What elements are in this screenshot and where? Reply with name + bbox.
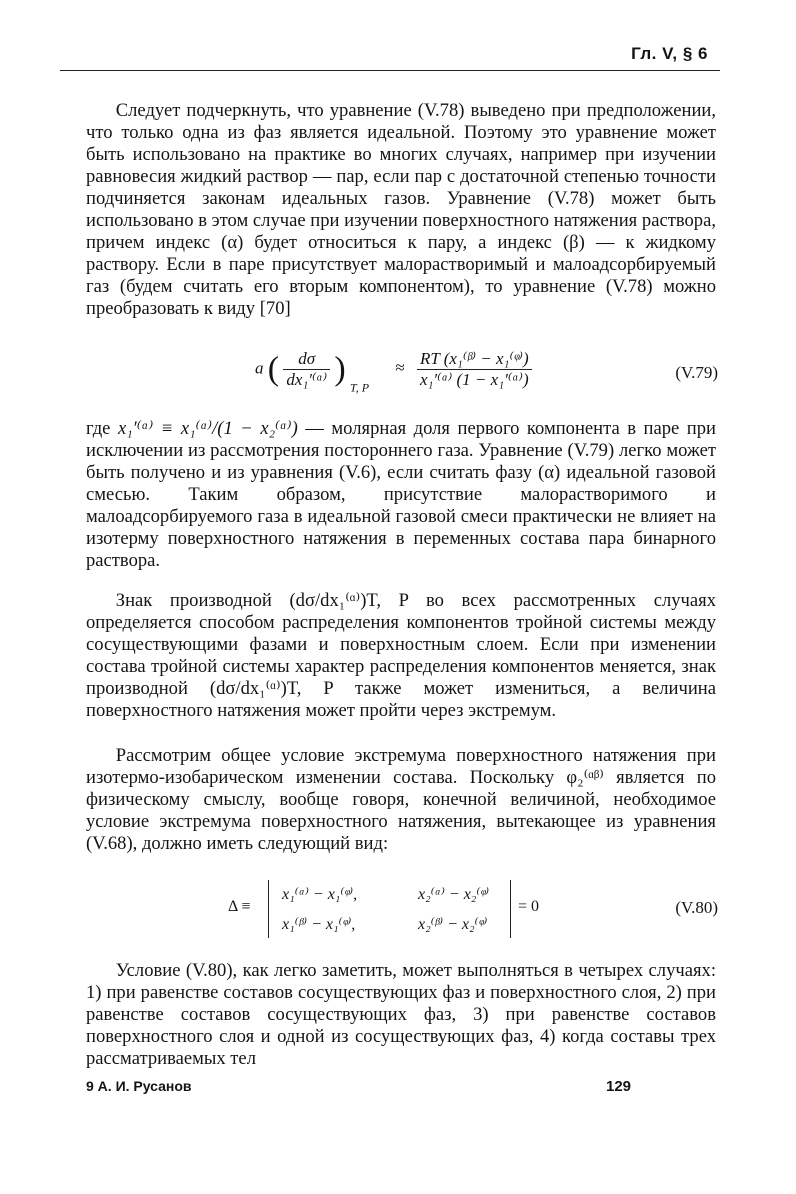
eq80-cell-21: x₁⁽ᵝ⁾ − x₁⁽ᵠ⁾, [282,916,356,933]
paragraph-1 [86,100,716,320]
paragraph-1-text: Следует подчеркнуть, что уравнение (V.78) выведено при предположении, что только одна из фаз является идеальной. Поэтому это уравнение может быть использовано на практике во многих случаях, например при изучении равновесия жидкий раствор — пар, если пар с достаточной степенью точности подчиняется законам идеальных газов. Уравнение (V.78) может быть использовано в этом случае при изучении поверхностного натяжения раствора, причем индекс (α) будет относиться к пару, а индекс (β) — к жидкому раствору. Если в паре присутствует малорастворимый и малоадсорбируемый газ (будем считать его вторым компонентом), то уравнение (V.78) можно преобразовать к виду [70] [86,100,716,319]
header-rule [60,70,720,71]
paragraph-3-text: Знак производной (dσ/dx₁⁽ᵅ⁾)T, P во всех рассмотренных случаях определяется способом распределения компонентов тройной системы между сосуществующими фазами и поверхностным слоем. Если при изменении состава тройной системы характер распределения компонентов меняется, знак производной (dσ/dx₁⁽ᵅ⁾)T, P также может измениться, а величина поверхностного натяжения может пройти через экстремум. [86,590,716,721]
eq79-approx: ≈ [395,358,405,378]
eq79-right-paren: ) [334,350,346,388]
paragraph-4 [86,745,716,855]
eq80-cell-22: x₂⁽ᵝ⁾ − x₂⁽ᵠ⁾ [418,916,488,933]
equation-v79-body [255,349,532,395]
eq79-rhs-denominator: x₁′⁽ᵅ⁾ (1 − x₁′⁽ᵅ⁾) [419,370,529,389]
p2-definition: x₁′⁽ᵅ⁾ ≡ x₁⁽ᵅ⁾/(1 − x₂⁽ᵅ⁾) [117,418,298,439]
eq79-lhs-numerator: dσ [283,349,330,370]
paragraph-2 [86,418,716,572]
eq80-rhs: = 0 [518,898,540,915]
eq79-rhs-fraction [417,349,532,390]
paragraph-2-text [86,418,716,572]
p2-rest: — молярная доля первого компонента в паре при исключении из рассмотрения постороннего газа. Уравнение (V.79) легко может быть получено и из уравнения (V.6), если считать фазу (α) идеальной газовой смесью. Таким образом, присутствие малорастворимого и малоадсорбируемого газа в идеальной газовой смеси практически не влияет на изотерму поверхностного натяжения в переменных состава пара бинарного раствора. [86,418,717,571]
running-head: Гл. V, § 6 [631,44,708,63]
paragraph-3 [86,590,716,722]
eq79-number: (V.79) [675,363,718,382]
eq80-lhs: Δ ≡ [228,898,251,915]
eq79-lhs-denominator: dx₁′⁽ᵅ⁾ [286,370,328,389]
paragraph-5 [86,960,716,1070]
eq80-cell-11: x₁⁽ᵅ⁾ − x₁⁽ᵠ⁾, [282,886,358,903]
paragraph-5-text: Условие (V.80), как легко заметить, может выполняться в четырех случаях: 1) при равенстве составов сосуществующих фаз и поверхностного слоя, 2) при равенстве составов сосуществующих фаз, 3) при равенстве составов поверхностного слоя и одной из сосуществующих фаз, 4) когда составы трех рассматриваемых тел [86,960,716,1069]
eq79-lhs-subscript: T, P [349,380,370,395]
p2-lead: где [86,418,118,439]
footer-signature: 9 А. И. Русанов [86,1078,192,1094]
eq80-cell-12: x₂⁽ᵅ⁾ − x₂⁽ᵠ⁾ [418,886,490,903]
equation-v79 [0,343,796,413]
eq79-lhs-prefix: a [255,358,264,378]
equation-v80 [0,878,796,942]
eq80-left-bar [268,880,269,938]
paragraph-4-text: Рассмотрим общее условие экстремума поверхностного натяжения при изотермо-изобарическом изменении состава. Поскольку φ₂⁽ᵅᵝ⁾ является по физическому смыслу, вообще говоря, конечной величиной, необходимое условие экстремума поверхностного натяжения, вытекающее из уравнения (V.68), должно иметь следующий вид: [86,745,716,854]
eq79-lhs-fraction [283,349,330,390]
eq79-left-paren: ( [267,350,280,388]
eq80-number: (V.80) [675,898,718,917]
eq79-rhs-numerator: RT (x₁⁽ᵝ⁾ − x₁⁽ᵠ⁾) [417,349,532,370]
page-number: 129 [606,1078,632,1095]
eq80-right-bar [510,880,511,938]
